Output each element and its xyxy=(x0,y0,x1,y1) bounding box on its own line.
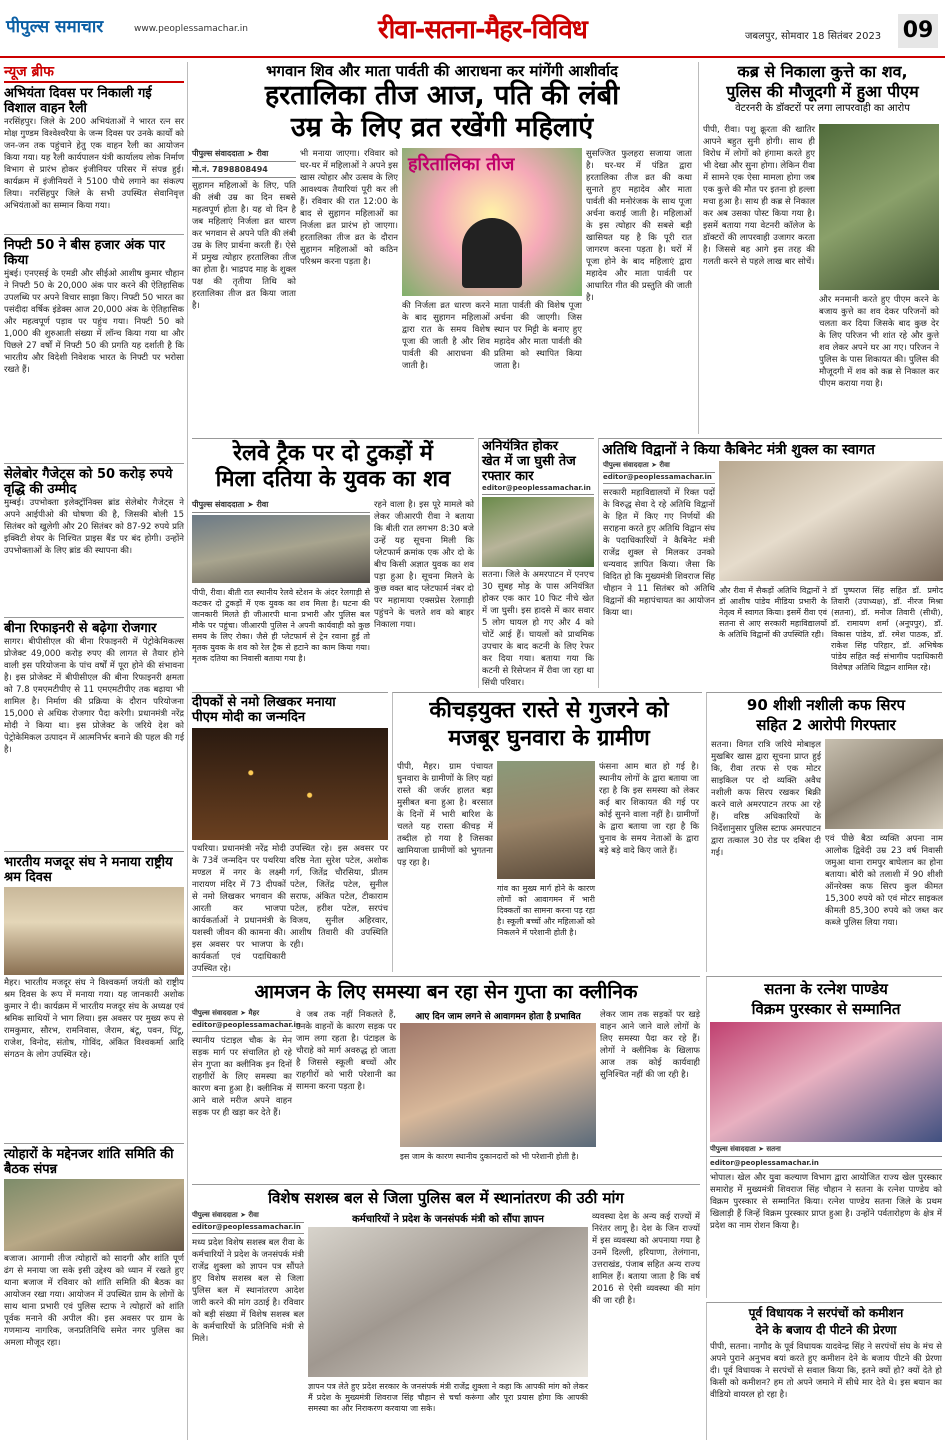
guest-names: डॉ पुष्पराज सिंह सहित डॉ. प्रमोद तिवारी (उपाध्यक्ष), डॉ. नीरज मिश्रा (सतना), डॉ. मनोज तिवारी (सीधी), डॉ. रामायण शर्मा (अनूपपुर), डॉ. विकास पांडेय, डॉ. रमेश पाठक, डॉ. राकेश सिंह परिहार, डॉ. अभिषेक पांडेय सहित कई संभागीय पदाधिकारी विशेषज्ञ अतिथि विद्वान शामिल रहे। xyxy=(831,586,943,672)
police-transfer-story xyxy=(192,1184,700,1440)
car-story xyxy=(478,438,594,688)
teej-col-3: की निर्जला व्रत धारण करने के बाद सुहागन महिलाओं द्वारा रात के समय विशेष पूजा की जाती है और शिव पार्वती की आराधना की जाती है। xyxy=(402,301,490,371)
divider xyxy=(4,463,184,464)
memorandum-photo xyxy=(308,1227,588,1377)
modi-headline-2: पीएम मोदी का जन्मदिन xyxy=(192,710,306,725)
mud-headline-1: कीचड़युक्त रास्ते से गुजरने को xyxy=(429,698,669,723)
brief-item xyxy=(4,621,184,851)
brand-logo: पीपुल्स समाचार xyxy=(6,17,104,37)
page-number: 09 xyxy=(898,14,938,48)
divider xyxy=(4,234,184,235)
teej-story xyxy=(192,62,692,434)
shivling-icon xyxy=(462,218,522,288)
brief-title: भारतीय मजदूर संघ ने मनाया राष्ट्रीय श्रम दिवस xyxy=(4,855,173,885)
police-text-2: व्यवस्था देश के अन्य कई राज्यों में निरंतर लागू है। देश के जिन राज्यों में इस व्यवस्था को अपनाया गया है उनमें दिल्ली, हरियाणा, तेलंगाना, उत्तराखंड, पंजाब सहित अन्य राज्य शामिल हैं। बताया जाता है कि वर्ष 2016 से ऐसी व्यवस्था की मांग की जा रही है। xyxy=(592,1212,700,1306)
teej-image-title: हरितालिका तीज xyxy=(408,154,515,175)
guest-caption: और रीवा में सैकड़ों अतिथि विद्वानों ने डॉ आशीष पांडेय मीडिया प्रभारी के नेतृत्व में स्वागत किया। इसमें रीवा एवं सतना से आए सरकारी महाविद्यालयों के अतिथि विद्वानों की उपस्थिति रही। xyxy=(719,586,827,639)
cough-headline-2: सहित 2 आरोपी गिरफ्तार xyxy=(756,716,896,734)
dog-headline-2: पुलिस की मौजूदगी में हुआ पीएम xyxy=(726,82,919,101)
issue-date: जबलपुर, सोमवार 18 सितंबर 2023 xyxy=(745,31,882,42)
modi-birthday-story xyxy=(192,692,388,972)
railway-text: रहने वाला है। इस पूरे मामले को लेकर जीआरपी रीवा ने बताया कि बीती रात लगभग 8:30 बजे उन्हें यह सूचना मिली कि प्लेटफार्म क्रमांक एक और दो के बीच किसी अज्ञात युवक का शव पड़ा हुआ है। सूचना मिलने के कुछ वक्त बाद प्लेटफार्म नंबर दो पर महामाया एक्सप्रेस रेलगाड़ी पहुंचने के चलते शव को बाहर निकाला गया। xyxy=(374,500,474,630)
car-headline-1: अनियंत्रित होकर xyxy=(482,439,559,454)
phone-number: मो.नं. 7898808494 xyxy=(192,164,296,178)
dog-text-2: और मनमानी करते हुए पीएम करने के बजाय कुत्ते का शव देकर परिजनों को चलता कर दिया जिसके बाद कुछ देर के लिए परिजन भी शांत रहे और कुत्ते शव लेकर अपने घर आ गए। परिजन ने पुलिस के पास शिकायत की। पुलिस की मौजूदगी में शव को कब्र से निकाल कर पीएम कराया गया है। xyxy=(819,295,939,389)
brief-item xyxy=(4,855,184,1143)
dog-subhead: वेटरनरी के डॉक्टरों पर लगा लापरवाही का आरोप xyxy=(735,103,910,114)
police-caption: ज्ञापन पत्र लेते हुए प्रदेश सरकार के जनसंपर्क मंत्री राजेंद्र शुक्ला ने कहा कि आपकी मांग को लेकर मैं प्रदेश के मुख्यमंत्री शिवराज सिंह चौहान से चर्चा करूंगा और पूरा प्रयास होगा कि आपकी समस्या का और निराकरण करवाया जा सके। xyxy=(308,1382,588,1413)
teej-headline-1: हरतालिका तीज आज, पति की लंबी xyxy=(264,80,620,111)
divider xyxy=(4,617,184,618)
car-headline-3: रफ्तार कार xyxy=(482,469,534,484)
email[interactable]: editor@peoplessamachar.in xyxy=(710,1159,942,1170)
mud-caption: गांव का मुख्य मार्ग होने के कारण लोगों को आवागमन में भारी दिक्कतों का सामना करना पड़ रहा है। स्कूली बच्चों और महिलाओं को निकलने में परेशानी होती है। xyxy=(497,884,595,937)
award-text: भोपाल। खेल और युवा कल्याण विभाग द्वारा आयोजित राज्य खेल पुरस्कार समारोह में मुख्यमंत्री शिवराज सिंह चौहान ने सतना के रत्नेश पाण्डेय को विक्रम पुरस्कार से सम्मानित किया। रत्नेश पाण्डेय सतना जिले के प्रथम खिलाड़ी हैं जिन्हें विक्रम पुरस्कार प्राप्त हुआ है। उन्होंने पर्वतारोहण के क्षेत्र में प्रदेश का नाम रोशन किया है। xyxy=(710,1173,942,1231)
dog-headline-1: कब्र से निकाला कुत्ते का शव, xyxy=(737,62,908,81)
brief-text: नरसिंहपुर। जिले के 200 अभियंताओं ने भारत रत्न सर मोक्ष गुण्डम विश्वेश्वरैया के जन्म दिवस पर उनके कार्यों को जन-जन तक पहुंचाने हेतु एक वाहन रैली का आयोजन किया गया। यह रैली कार्यपालन यंत्री कार्यालय लोक निर्माण विभाग से प्रारंभ होकर इंजीनियर परिसर में संपन्न हुई। कार्यक्रम में इंजीनियरों ने 5100 पौधे लगाने का संकल्प लिया। नरसिंहपुर जिले के सभी उपस्थित सेवानिवृत्त अभियंताओं का सम्मान किया गया। xyxy=(4,117,184,211)
brief-text: मुंबई। एनएसई के एमडी और सीईओ आशीष कुमार चौहान ने निफ्टी 50 के 20,000 अंक पार करने की ऐतिहासिक उपलब्धि पर अपने विचार साझा किए। निफ्टी 50 भारत का पसंदीदा वर्षिक इंडेक्स आज 20,000 अंक के ऐतिहासिक और महत्वपूर्ण पड़ाव पर पहुंच गया। निफ्टी 50 को 1,000 की शुरुआती संख्या में लॉन्च किया गया था और पिछले 27 वर्षों में निफ्टी 50 की प्रगति यह दर्शाती है कि भारतीय और विदेशी निवेशक भारत के निफ्टी पर भरोसा रखते हैं। xyxy=(4,269,184,375)
cough-text-2: एवं पीछे बैठा व्यक्ति अपना नाम आलोक द्विवेदी उम्र 23 वर्ष निवासी जमुआ थाना रामपुर बाघेलान का होना बताया। बोरी को तलाशी में 90 शीशी ऑनरेक्स कफ सिरप कुल कीमत 15,300 रुपये को एवं मोटर साइकल कीमती 85,300 रुपये को जब्त कर कब्जे पुलिस लिया गया। xyxy=(825,834,943,928)
labour-union-photo xyxy=(4,887,184,975)
byline: पीपुल्स संवाददाता ➤ रीवा xyxy=(192,499,370,513)
brief-item xyxy=(4,238,184,463)
teej-kicker: भगवान शिव और माता पार्वती की आराधना कर मांगेंगी आशीर्वाद xyxy=(266,62,618,80)
railway-headline-1: रेलवे ट्रैक पर दो टुकड़ों में xyxy=(233,441,433,466)
ex-mla-story xyxy=(706,1302,942,1440)
news-brief-column xyxy=(4,62,188,1440)
ex-mla-headline-1: पूर्व विधायक ने सरपंचों को कमीशन xyxy=(748,1306,904,1320)
guest-scholars-story xyxy=(598,438,942,688)
mud-headline-2: मजबूर घुनवारा के ग्रामीण xyxy=(448,726,650,751)
site-url[interactable]: www.peoplessamachar.in xyxy=(134,24,248,34)
brief-title: अभियंता दिवस पर निकाली गई विशाल वाहन रैली xyxy=(4,86,152,116)
mud-text-2: फंसना आम बात हो गई है। स्थानीय लोगों के द्वारा बताया जा रहा है कि इस समस्या को लेकर कई बार शिकायत की गई पर कोई सुनने वाला नहीं है। ग्रामीणों के द्वारा बताया जा रहा है कि चुनाव के समय नेताओं के द्वारा बड़े बड़े वादे किए जाते हैं। xyxy=(599,762,699,856)
brief-title: त्योहारों के मद्देनजर शांति समिति की बैठक संपन्न xyxy=(4,1147,174,1177)
teej-headline-2: उम्र के लिए व्रत रखेंगी महिलाएं xyxy=(290,112,594,143)
byline: पीपुल्स संवाददाता ➤ रीवा xyxy=(192,1211,304,1223)
award-story xyxy=(706,976,942,1298)
clinic-story xyxy=(192,976,700,1180)
brief-title: निफ्टी 50 ने बीस हजार अंक पार किया xyxy=(4,238,165,268)
brief-text: बजाज। आगामी तीज त्योहारों को सादगी और शांति पूर्ण ढंग से मनाया जा सके इसी उद्देश्य को ध्यान में रखते हुए थाना बजाज में रविवार को शांति समिति की बैठक का आयोजन रखा गया। आयोजन में उपस्थित ग्राम के लोगों के साथ थाना प्रभारी एवं पुलिस स्टाफ ने त्योहारों को शांति पूर्वक मनाने की अपील की। इस अवसर पर ग्राम के गणमान्य नागरिक, जनप्रतिनिधि समेत नगर पुलिस का अमला मौजूद रहा। xyxy=(4,1254,184,1348)
brief-title: सेलेबोर गैजेट्स को 50 करोड़ रुपये वृद्धि की उम्मीद xyxy=(4,467,173,497)
teej-col-2: भी मनाया जाएगा। रविवार को घर-घर में महिलाओं ने अपने इस खास त्योहार और उत्सव के लिए आवश्यक तैयारियां पूरी कर ली हैं। रविवार की रात 12:00 के बाद से सुहागन महिलाओं का निर्जला व्रत प्रारंभ हो जाएगा। हरतालिका तीज व्रत के दौरान सुहागन महिलाओं को कठिन परिश्रम करना पड़ता है। xyxy=(300,149,398,267)
cough-headline-1: 90 शीशी नशीली कफ सिरप xyxy=(746,696,906,714)
teej-text: सुहागन महिलाओं के लिए, पति की लंबी उम्र का दिन सबसे महत्वपूर्ण होता है। यह वो दिन है जब महिलाएं निर्जला व्रत धारण कर भगवान से अपने पति की लंबी उम्र के लिए प्रार्थना करती हैं। ऐसे में प्रमुख त्योहार हरतालिका तीज का होता है। भाद्रपद माह के शुक्ल पक्ष की तृतीया तिथि को हरतालिका तीज व्रत किया जाता है। xyxy=(192,181,296,311)
peace-committee-photo xyxy=(4,1179,184,1251)
email[interactable]: editor@peoplessamachar.in xyxy=(603,473,715,484)
car-headline-2: खेत में जा घुसी तेज xyxy=(482,454,576,469)
masthead xyxy=(0,0,945,58)
award-headline-2: विक्रम पुरस्कार से सम्मानित xyxy=(751,1000,901,1018)
email[interactable]: editor@peoplessamachar.in xyxy=(192,1021,292,1032)
byline: पीपुल्स संवाददाता ➤ रीवा xyxy=(192,148,296,162)
handcuff-photo xyxy=(825,739,943,829)
modi-names: उपस्थित रहे। इस अवसर पर वरिष्ठ नेता सुरेश पटेल, अशोक गर्ग, जितेंद्र चौरसिया, प्रीतम पटेल, जितेंद्र पटेल, सुनील सराफ, अंकित पटेल, टीकाराम पटेल, हरीश पटेल, सरपंच विजय, सुनील अहिरवार, आशीष तिवारी की उपस्थिति रही। xyxy=(290,844,388,950)
police-subhead: कर्मचारियों ने प्रदेश के जनसंपर्क मंत्री को सौंपा ज्ञापन xyxy=(352,1214,544,1225)
mud-road-photo xyxy=(497,761,595,879)
modi-headline-1: दीपकों से नमो लिखकर मनाया xyxy=(192,695,336,710)
dog-photo xyxy=(819,124,939,290)
clinic-photo xyxy=(400,1023,596,1147)
mud-road-story xyxy=(392,692,702,972)
car-photo xyxy=(482,497,594,567)
email[interactable]: editor@peoplessamachar.in xyxy=(482,484,594,495)
cough-text: सतना। विगत रात्रि जरिये मोबाइल मुखबिर खास द्वारा सूचना प्राप्त हुई कि, रीवा तरफ से एक मोटर साइकिल पर दो व्यक्ति अवैध नशीली कफ सिरप रखकर बिक्री करने वाले अमरपाटन तरफ आ रहे हैं। वरिष्ठ अधिकारियों के निर्देशानुसार पुलिस स्टाफ अमरपाटन द्वारा तत्काल 30 रोड पर दबिश दी गई। xyxy=(711,740,821,858)
clinic-caption: इस जाम के कारण स्थानीय दुकानदारों को भी परेशानी होती है। xyxy=(400,1152,579,1161)
police-text: मध्य प्रदेश विशेष सशस्त्र बल रीवा के कर्मचारियों ने प्रदेश के जनसंपर्क मंत्री राजेंद्र शुक्ला को ज्ञापन पत्र सौंपते हुए विशेष सशस्त्र बल से जिला पुलिस बल में स्थानांतरण आदेश जारी करने की मांग उठाई है। रविवार को बड़ी संख्या में विशेष सशस्त्र बल के कर्मचारियों के प्रतिनिधि मंत्री से मिले। xyxy=(192,1238,305,1344)
award-headline-1: सतना के रत्नेश पाण्डेय xyxy=(764,980,888,998)
divider xyxy=(4,851,184,852)
byline: पीपुल्स संवाददाता ➤ मैहर xyxy=(192,1009,292,1021)
guest-text: सरकारी महाविद्यालयों में रिक्त पदों के विरुद्ध सेवा दे रहे अतिथि विद्वानों के हित में किए गए निर्णयों की सराहना करते हुए अतिथि विद्वान संघ के पदाधिकारियों ने कैबिनेट मंत्री राजेंद्र शुक्ल से मिलकर उनको धन्यवाद ज्ञापित किया। जैसा कि विदित हो कि मुख्यमंत्री शिवराज सिंह चौहान ने 11 सितंबर को अतिथि विद्वानों की महापंचायत का आयोजन किया था। xyxy=(603,488,715,618)
byline: पीपुल्स संवाददाता ➤ सतना xyxy=(710,1145,942,1157)
teej-image xyxy=(402,148,582,296)
ex-mla-headline-2: देने के बजाय दी पीटने की प्रेरणा xyxy=(755,1323,897,1337)
dog-story xyxy=(698,62,942,434)
police-headline: विशेष सशस्त्र बल से जिला पुलिस बल में स्थानांतरण की उठी मांग xyxy=(268,1189,624,1207)
clinic-text-3: लेकर जाम तक सड़कों पर खड़े वाहन आने जाने वाले लोगों के लिए समस्या पैदा कर रहे हैं। लोगों ने क्लीनिक के खिलाफ आज तक कोई कार्यवाही सुनिश्चित नहीं की जा रही है। xyxy=(600,1010,700,1080)
brief-item xyxy=(4,1147,184,1447)
teej-col-4: माता पार्वती की विशेष पूजा अर्चना की जाएगी। जिस स्थान पर मिट्टी के बनाए हुए महादेव और माता पार्वती की प्रतिमा को स्थापित किया जाता है। xyxy=(494,301,582,371)
clinic-text-2: वे जब तक नहीं निकलते हैं, उनके वाहनों के कारण सड़क पर जाम लगा रहता है। पंटाइल के चौराहे को मार्ग अवरुद्ध हो जाता है जिससे स्कूली बच्चों और राहगीरों को भारी परेशानी का सामना करना पड़ता है। xyxy=(296,1010,396,1092)
clinic-subhead: आए दिन जाम लगने से आवागमन होता है प्रभावित xyxy=(415,1012,581,1022)
mud-text: पीपी, मैहर। ग्राम पंचायत घुनवारा के ग्रामीणों के लिए यहां रास्ते की जर्जर हालत बड़ा मुसीबत बना हुआ है। बरसात के दिनों में भारी बारिश के चलते यह रास्ता कीचड़ में तब्दील हो गया है जिसका खामियाजा ग्रामीणों को भुगतना पड़ रहा है। xyxy=(397,762,493,868)
railway-story xyxy=(192,438,474,688)
cough-syrup-story xyxy=(706,692,942,972)
car-text: सतना। जिले के अमरपाटन में एनएच 30 सुबह मोड़ के पास अनियंत्रित होकर एक कार 10 फिट नीचे खेत में जा घुसी। इस हादसे में कार सवार 5 लोग घायल हो गए और 4 को चोटें आई हैं। घायलों को प्राथमिक उपचार के बाद कटनी के लिए रेफर कर दिया गया। बताया गया कि कटनी से रिसेप्शन में रीवा जा रहा था सिंधी परिवार। xyxy=(482,570,594,688)
brief-text: सागर। बीपीसीएल की बीना रिफाइनरी में पेट्रोकेमिकल्स प्रोजेक्ट 49,000 करोड़ रुपए की लागत से तैयार होने वाली इस परियोजना के पांच वर्षों में पूरा होने की संभावना है। इस प्रोजेक्ट में बीपीसीएल की बीना रिफाइनरी क्षमता को 7.8 एमएमटीपीए से 11 एमएमटीपीए तक बढ़ाया भी शामिल है। निर्माण की प्रक्रिया के दौरान परियोजना 15,000 से अधिक रोजगार पैदा करेगी। प्रधानमंत्री नरेंद्र मोदी ने किया था। इस प्रोजेक्ट के जरिये देश को पेट्रोकेमिकल उत्पादन में आत्मनिर्भर बनाने की पहल की गई है। xyxy=(4,637,184,755)
guest-photo xyxy=(719,461,943,581)
guest-headline: अतिथि विद्वानों ने किया कैबिनेट मंत्री शुक्ल का स्वागत xyxy=(602,442,875,458)
brief-text: मुम्बई। उपभोक्ता इलेक्ट्रॉनिक्स ब्रांड सेलेबोर गैजेट्स ने अपने आईपीओ की घोषणा की है, जिसकी बोली 15 सितंबर को खुलेगी और 20 सितंबर को 87-92 रुपये प्रति इक्विटी शेयर के निश्चित प्राइस बैंड पर बंद होगी। उन्होंने उपभोक्ताओं के लिए ब्रांड की स्थापना की। xyxy=(4,498,184,556)
email[interactable]: editor@peoplessamachar.in xyxy=(192,1223,304,1234)
brief-item xyxy=(4,467,184,617)
award-photo xyxy=(710,1022,942,1142)
brief-item xyxy=(4,86,184,234)
modi-text: पथरिया। प्रधानमंत्री नरेंद्र मोदी के 73वें जन्मदिन पर पथरिया मण्डल में नगर के लक्ष्मी नारायण मंदिर में 73 दीपकों से नमो लिखकर भगवान की आरती कर भाजपा कार्यकर्ताओं ने प्रधानमंत्री के यशस्वी जीवन की कामना की। इस अवसर पर भाजपा के कार्यकर्ता एवं पदाधिकारी उपस्थित रहे। xyxy=(192,844,286,974)
brief-title: बीना रिफाइनरी से बढ़ेगा रोजगार xyxy=(4,621,157,636)
diya-photo xyxy=(192,728,388,840)
byline: पीपुल्स संवाददाता ➤ रीवा xyxy=(603,461,715,473)
teej-col-5: सुसज्जित फुलहरा सजाया जाता है। घर-घर में पंडित द्वारा हरतालिका तीज व्रत की कथा सुनाते हुए महादेव और माता पार्वती की मनोरंजक के साथ पूजा अर्चना कराई जाती है। महिलाओं के इस त्योहार की सबसे बड़ी खासियत यह है कि पूरी रात जागरण करना पड़ता है। घरों में पूजा होने के बाद महिलाएं द्वारा महादेव और माता पार्वती पर आधारित गीत की प्रस्तुति की जाती है। xyxy=(586,149,692,303)
news-brief-label: न्यूज ब्रीफ xyxy=(4,62,184,83)
dog-text: पीपी, रीवा। पशु क्रूरता की खातिर आपने बहुत सुनी होगी। साथ ही विरोध में लोगों को हंगामा करते हुए भी देखा और सुना होगा। लेकिन रीवा में सामने एक ऐसा मामला होगा जब एक कुत्ते की मौत पर इतना हो हल्ला मचा हुआ है। साथ ही कब्र से निकाल कर अब उसका पोस्ट किया गया है। इसमें बताया गया वेटनरी कॉलेज के डॉक्टरों की लापरवाही उजागर करता है। जिससे बह आगे इस तरह की गलती करने से पहले लाख बार सोचें। xyxy=(703,125,815,267)
brief-text: मैहर। भारतीय मजदूर संघ ने विश्वकर्मा जयंती को राष्ट्रीय श्रम दिवस के रूप में मनाया गया। यह जानकारी अशोक कुमार ने दी। कार्यक्रम में भारतीय मजदूर संघ के अध्यक्ष एवं श्रमिक साथियों ने भाग लिया। इस अवसर पर मुख्य रूप से रामकुमार, सौरभ, रामनिवास, जैराम, बंटू, पवन, पिंटू, राजेश, विनोद, संतोष, गोविंद, अंकित विश्वकर्मा आदि संगठन के लोग उपस्थित रहे। xyxy=(4,978,184,1060)
railway-headline-2: मिला दतिया के युवक का शव xyxy=(215,467,451,492)
clinic-text: स्थानीय पंटाइल चौक के मेन सड़क मार्ग पर संचालित हो रहे सेन गुप्ता का क्लीनिक इन दिनों राहगीरों के लिए समस्या का कारण बना हुआ है। क्लीनिक में आने वाले मरीज अपने वाहन सड़क पर ही खड़ा कर देते हैं। xyxy=(192,1036,292,1118)
divider xyxy=(4,1143,184,1144)
railway-caption: पीपी, रीवा। बीती रात स्थानीय रेलवे स्टेशन के अंदर रेलगाड़ी से कटकर दो टुकड़ों में एक युवक का शव मिला है। घटना की जानकारी मिलते ही जीआरपी थाना प्रभारी और पुलिस बल मौके पर पहुंचा। जीआरपी पुलिस ने अपनी कार्यवाही को कुछ समय के लिए रोका। जैसे ही प्लेटफार्म से ट्रेन रवाना हुई तो मृतक युवक के शव को रेल ट्रैक से हटाने का काम किया गया। मृतक दतिया का निवासी बताया गया है। xyxy=(192,588,370,663)
ex-mla-text: पीपी, सतना। नागौद के पूर्व विधायक यादवेन्द्र सिंह ने सरपंचों संघ के मंच से अपने पुराने अनुभव बयां करते हुए कमीशन देने के बजाय पीटने की प्रेरणा दी। पूर्व विधायक ने सरपंचों से सवाल किया कि, इतने क्यों हो? क्यों देते हो किसी को कमीशन? हम तो अपने जमाने में सीधे मार देते थे। इस बयान का वीडियो वायरल हो रहा है। xyxy=(710,1342,942,1400)
section-title: रीवा-सतना-मैहर-विविध xyxy=(378,15,587,45)
clinic-headline: आमजन के लिए समस्या बन रहा सेन गुप्ता का क्लीनिक xyxy=(254,981,638,1003)
teej-col-1 xyxy=(192,148,296,434)
railway-photo xyxy=(192,515,370,583)
